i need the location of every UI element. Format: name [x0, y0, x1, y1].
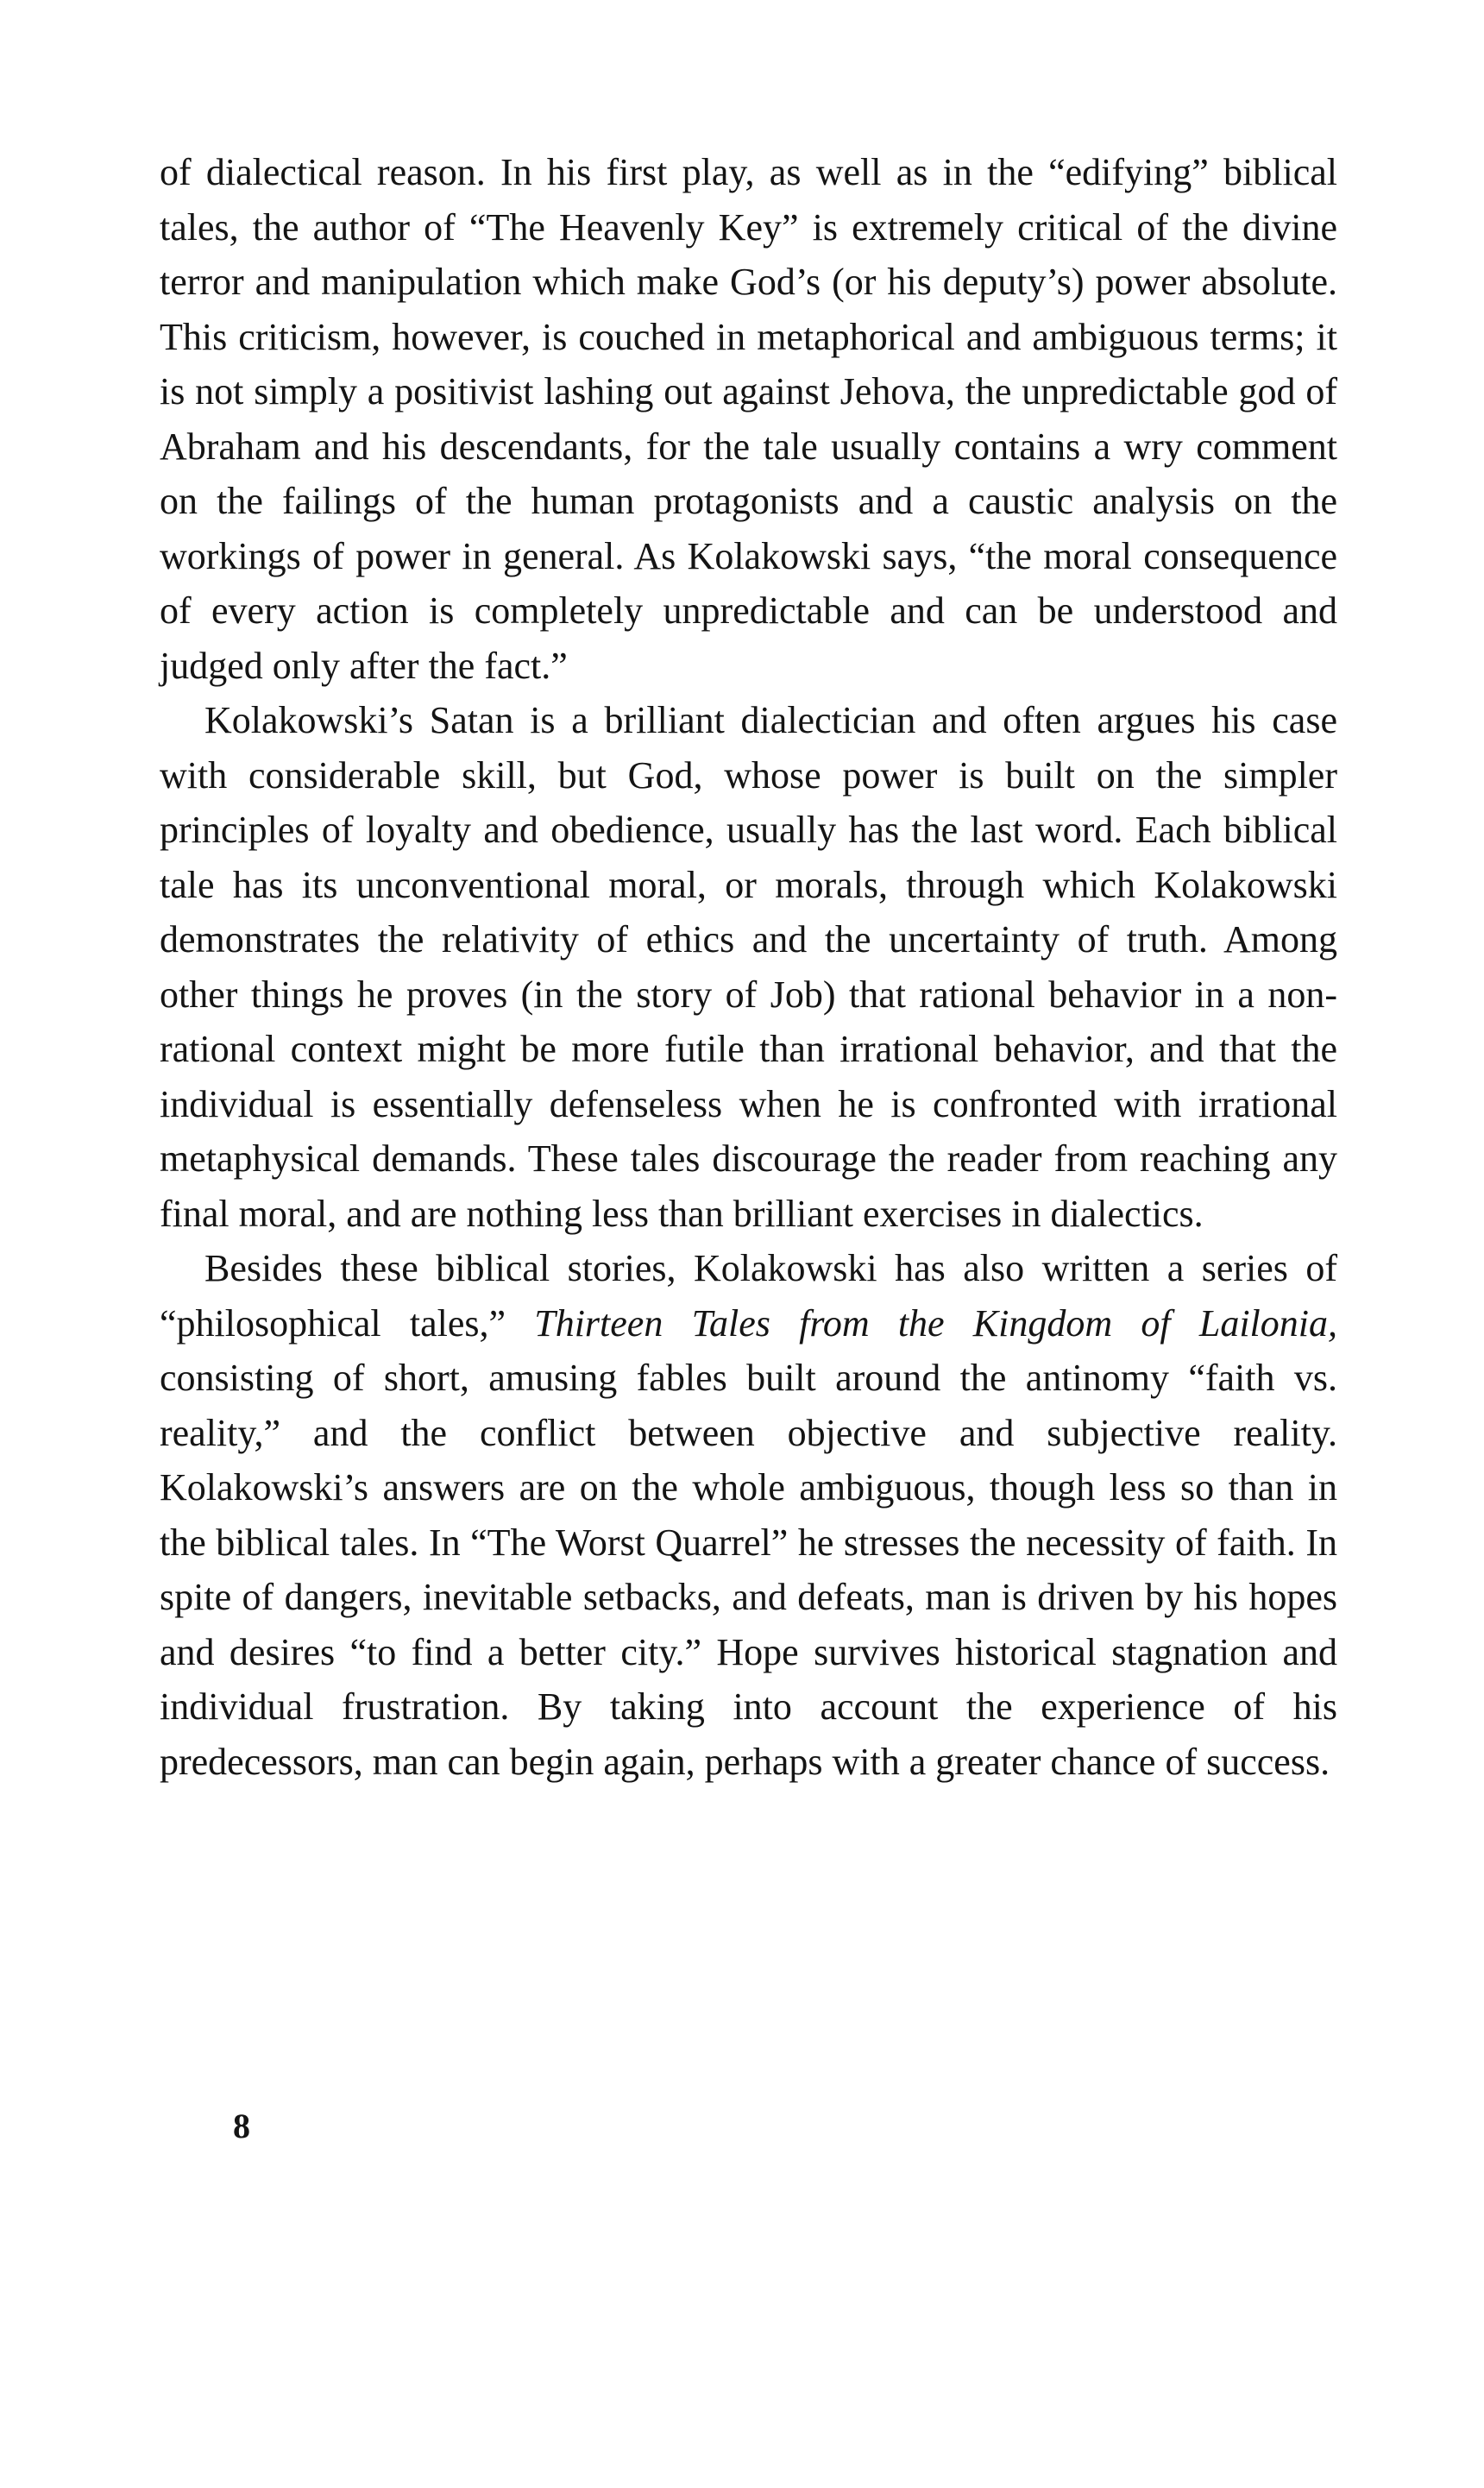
paragraph-2-text: Kolakowski’s Satan is a brilliant dialectician and often argues his case with considerable skill, but God, whose power is built on the simpler principles of loyalty and obedience, usually has the last word. Each biblical tale has its unconventional moral, or morals, through which Kolakowski demonstrates the relativity of ethics and the uncertainty of truth. Among other things he proves (in the story of Job) that rational behavior in a non-rational context might be more futile than irrational behavior, and that the individual is essentially defenseless when he is confronted with irrational metaphysical demands. These tales discourage the reader from reaching any final moral, and are nothing less than brilliant exercises in dialectics.: [160, 699, 1337, 1235]
paragraph-2: [160, 693, 1337, 1241]
paragraph-3-text-start: Besides these biblical stories, Kolakowski has also written a series of “philosophical tales,”: [160, 1247, 1337, 1345]
page-number: 8: [233, 2107, 250, 2145]
paragraph-1-text: of dialectical reason. In his first play, as well as in the “edifying” biblical tales, the author of “The Heavenly Key” is extremely critical of the divine terror and manipulation which make God’s (or his deputy’s) power absolute. This criticism, however, is couched in metaphorical and ambiguous terms; it is not simply a positivist lashing out against Jehova, the unpredictable god of Abraham and his descendants, for the tale usually contains a wry comment on the failings of the human protagonists and a caustic analysis on the workings of power in general. As Kolakowski says, “the moral consequence of every action is completely unpredictable and can be understood and judged only after the fact.”: [160, 151, 1337, 687]
paragraph-3-text-end: consisting of short, amusing fables built around the antinomy “faith vs. reality,” and the conflict between objective and subjective reality. Kolakowski’s answers are on the whole ambiguous, though less so than in the biblical tales. In “The Worst Quarrel” he stresses the necessity of faith. In spite of dangers, inevitable setbacks, and defeats, man is driven by his hopes and desires “to find a better city.” Hope survives historical stagnation and individual frustration. By taking into account the experience of his predecessors, man can begin again, perhaps with a greater chance of success.: [160, 1357, 1337, 1783]
paragraph-1: [160, 145, 1337, 693]
paragraph-3: [160, 1241, 1337, 1789]
book-title-italic: Thirteen Tales from the Kingdom of Lailonia,: [534, 1301, 1337, 1345]
body-text: [160, 145, 1337, 1789]
